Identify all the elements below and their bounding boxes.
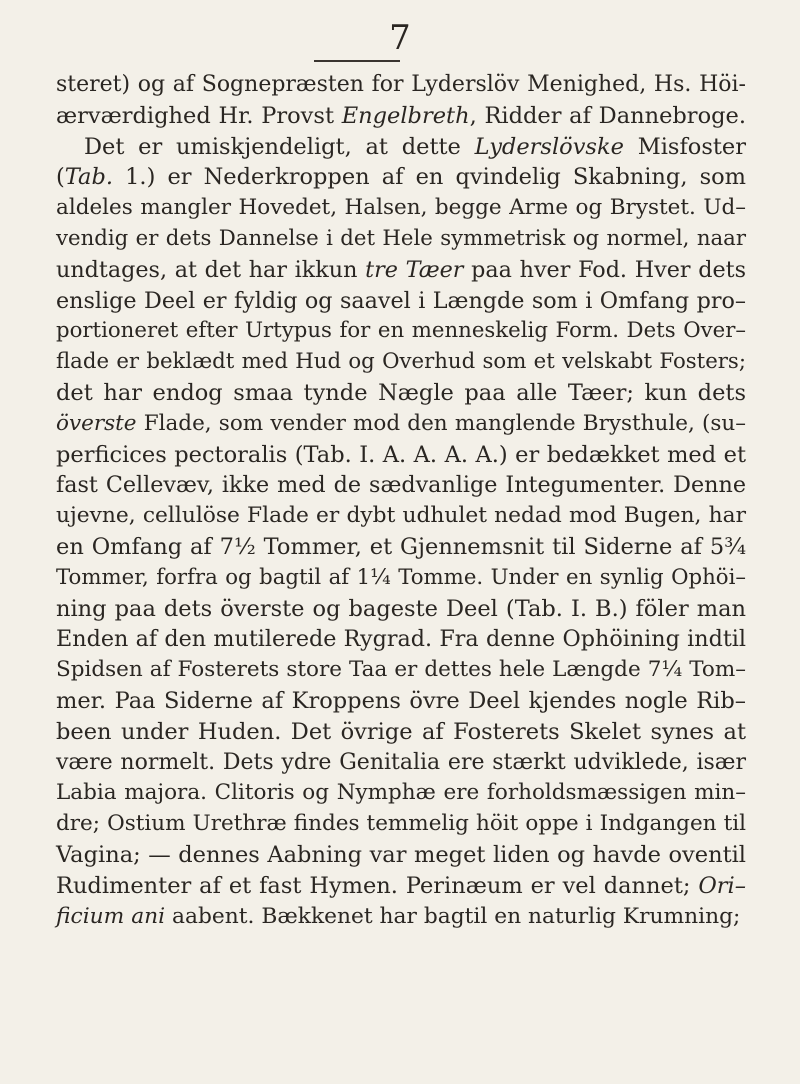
text-segment: ujevne, cellulöse Flade er dybt udhulet nedad mod Bugen, har (56, 503, 746, 529)
text-line (56, 655, 746, 686)
text-segment: 1.) er Nederkroppen af en qvindelig Skabning, som (113, 164, 746, 191)
text-line (56, 255, 746, 286)
italic-text: Tab. (64, 164, 114, 191)
text-segment: Enden af den mutilerede Rygrad. Fra denne Ophöining indtil (56, 626, 746, 653)
italic-text: Lyderslövske (474, 133, 624, 160)
text-segment: fast Cellevæv, ikke med de sædvanlige Integumenter. Denne (56, 472, 746, 499)
text-line (56, 594, 746, 625)
text-segment: ærværdighed Hr. Provst (56, 102, 342, 129)
italic-text: ficium ani (56, 903, 166, 929)
page-number-rule (314, 60, 400, 62)
text-line (56, 193, 746, 224)
text-segment: flade er beklædt med Hud og Overhud som et velskabt Fosters; (56, 349, 746, 375)
text-line (56, 809, 746, 840)
text-segment: Flade, som vender mod den manglende Brysthule, (su– (136, 410, 746, 436)
text-segment: , Ridder af Dannebroge. (469, 102, 746, 129)
text-line (56, 224, 746, 255)
text-segment: paa hver Fod. Hver dets (463, 256, 746, 283)
text-segment: been under Huden. Det övrige af Fosterets Skelet synes at (56, 718, 746, 745)
text-line (56, 316, 746, 347)
text-segment: aabent. Bækkenet har bagtil en naturlig Krumning; (165, 903, 741, 929)
italic-text: Engelbreth (341, 102, 470, 129)
text-segment: være normelt. Dets ydre Genitalia ere stærkt udviklede, især (56, 749, 746, 775)
text-segment: Labia majora. Clitoris og Nymphæ ere forholdsmæssigen min– (56, 780, 746, 806)
text-line (56, 70, 746, 101)
text-segment: mer. Paa Siderne af Kroppens övre Deel kjendes nogle Rib– (56, 687, 746, 714)
text-segment: ( (56, 164, 65, 191)
text-line (56, 840, 746, 871)
text-line (56, 501, 746, 532)
text-line (56, 532, 746, 563)
text-segment: vendig er dets Dannelse i det Hele symmetrisk og normel, naar (56, 225, 746, 251)
text-segment: steret) og af Sognepræsten for Lyderslöv Menighed, Hs. Höi- (56, 72, 746, 97)
text-line (56, 748, 746, 779)
text-line (56, 162, 746, 193)
text-line (56, 347, 746, 378)
page-number: 7 (389, 18, 411, 58)
text-segment: perficices pectoralis (Tab. I. A. A. A. A.) er bedækket med et (56, 441, 746, 468)
text-segment: Det er umiskjendeligt, at dette (84, 133, 475, 160)
text-line (56, 902, 746, 933)
text-segment: Rudimenter af et fast Hymen. Perinæum er vel dannet; (56, 872, 699, 899)
italic-text: överste (56, 410, 137, 436)
text-line (56, 717, 746, 748)
text-segment: dre; Ostium Urethræ findes temmelig höit oppe i Indgangen til (56, 811, 746, 837)
text-segment: det har endog smaa tynde Nægle paa alle Tæer; kun dets (56, 379, 746, 406)
text-segment: Tommer, forfra og bagtil af 1¼ Tomme. Under en synlig Ophöi– (56, 564, 746, 590)
text-segment: ning paa dets överste og bageste Deel (Tab. I. B.) föler man (56, 595, 746, 622)
text-line (56, 286, 746, 317)
text-line (56, 378, 746, 409)
body-text (56, 70, 746, 932)
text-line (56, 686, 746, 717)
text-line (56, 778, 746, 809)
text-line (56, 101, 746, 132)
text-line (56, 563, 746, 594)
text-segment: aldeles mangler Hovedet, Halsen, begge Arme og Brystet. Ud– (56, 195, 746, 221)
italic-text: Ori– (698, 872, 746, 899)
text-segment: Vagina; — dennes Aabning var meget liden og havde oventil (56, 841, 746, 868)
text-segment: Spidsen af Fosterets store Taa er dettes hele Længde 7¼ Tom– (56, 657, 746, 683)
text-line (56, 440, 746, 471)
text-segment: undtages, at det har ikkun (56, 256, 366, 283)
text-segment: portioneret efter Urtypus for en menneskelig Form. Dets Over– (56, 318, 746, 344)
text-line (56, 409, 746, 440)
italic-text: tre Tæer (365, 256, 464, 283)
text-line (56, 470, 746, 501)
text-line (56, 624, 746, 655)
text-line (56, 871, 746, 902)
text-segment: en Omfang af 7½ Tommer, et Gjennemsnit til Siderne af 5¾ (56, 533, 746, 560)
text-segment: enslige Deel er fyldig og saavel i Længde som i Omfang pro– (56, 287, 746, 314)
text-line (56, 132, 746, 163)
text-segment: Misfoster (623, 133, 747, 160)
